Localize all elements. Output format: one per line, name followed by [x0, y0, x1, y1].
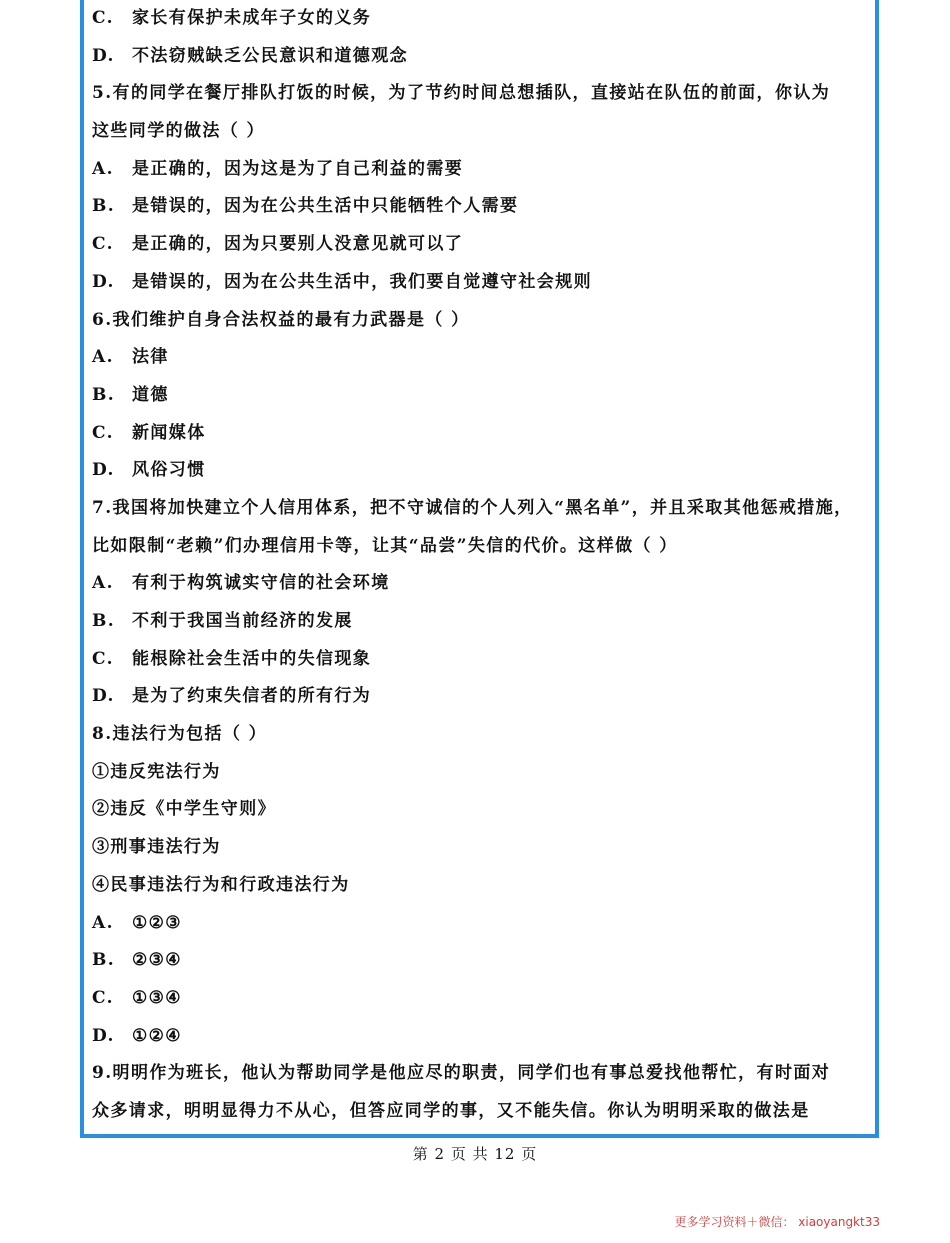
- option-text: 家长有保护未成年子女的义务: [132, 8, 372, 28]
- question-line: 5.有的同学在餐厅排队打饭的时候，为了节约时间总想插队，直接站在队伍的前面，你认为: [92, 83, 831, 104]
- question-line: 8.违法行为包括（ ）: [92, 724, 268, 745]
- option-letter: B.: [92, 611, 116, 631]
- option-text: ①③④: [132, 987, 182, 1008]
- option-text: 是正确的，因为只要别人没意见就可以了: [132, 234, 464, 255]
- answer-option: [92, 264, 869, 302]
- option-text: ②③④: [132, 950, 182, 971]
- option-letter: D.: [92, 45, 115, 66]
- question-line: 比如限制“老赖”们办理信用卡等，让其“品尝”失信的代价。这样做（ ）: [92, 535, 678, 556]
- question-line: 9.明明作为班长，他认为帮助同学是他应尽的职责，同学们也有事总爱找他帮忙，有时面对: [92, 1063, 831, 1084]
- option-letter: C.: [92, 8, 114, 28]
- answer-option: [92, 942, 869, 980]
- option-letter: A.: [92, 573, 114, 594]
- option-letter: D.: [92, 1025, 115, 1046]
- answer-option: [92, 603, 869, 641]
- option-text: 新闻媒体: [132, 422, 206, 443]
- option-text: 法律: [132, 347, 169, 368]
- watermark: 更多学习资料＋微信： xiaoyangkt33: [674, 1215, 880, 1229]
- option-letter: C.: [92, 234, 114, 255]
- option-text: 是为了约束失信者的所有行为: [132, 686, 372, 707]
- answer-option: [92, 188, 869, 226]
- option-text: 风俗习惯: [132, 460, 206, 481]
- answer-option: [92, 415, 869, 453]
- option-letter: B.: [92, 196, 116, 217]
- answer-option: [92, 905, 869, 943]
- option-text: 是错误的，因为在公共生活中，我们要自觉遵守社会规则: [132, 271, 592, 292]
- option-text: 不法窃贼缺乏公民意识和道德观念: [132, 45, 408, 66]
- answer-option: [92, 1018, 869, 1056]
- question-line: ④民事违法行为和行政违法行为: [92, 874, 350, 895]
- option-letter: C.: [92, 648, 114, 669]
- page-frame: [80, 0, 879, 1138]
- question-content: [92, 0, 869, 1131]
- answer-option: [92, 377, 869, 415]
- option-letter: A.: [92, 158, 114, 179]
- option-text: ①②④: [132, 1025, 182, 1046]
- question-line: ②违反《中学生守则》: [92, 799, 276, 820]
- option-letter: A.: [92, 347, 114, 368]
- answer-option: [92, 678, 869, 716]
- answer-option: [92, 151, 869, 189]
- option-letter: D.: [92, 686, 115, 707]
- answer-option: [92, 980, 869, 1018]
- question-line: 7.我国将加快建立个人信用体系，把不守诚信的个人列入“黑名单”，并且采取其他惩戒措施，: [92, 497, 853, 518]
- answer-option: [92, 38, 869, 76]
- answer-option: [92, 565, 869, 603]
- option-letter: C.: [92, 422, 114, 443]
- question-line: ③刑事违法行为: [92, 837, 221, 858]
- option-letter: C.: [92, 987, 114, 1008]
- option-text: 是错误的，因为在公共生活中只能牺牲个人需要: [132, 196, 519, 217]
- answer-option: [92, 641, 869, 679]
- option-text: 道德: [132, 384, 169, 405]
- page-footer: 第 2 页 共 12 页: [412, 1145, 538, 1163]
- question-line: 众多请求，明明显得力不从心，但答应同学的事，又不能失信。你认为明明采取的做法是: [92, 1100, 810, 1121]
- question-line: 6.我们维护自身合法权益的最有力武器是（ ）: [92, 309, 470, 330]
- question-line: 这些同学的做法（ ）: [92, 121, 265, 142]
- option-text: 能根除社会生活中的失信现象: [132, 648, 372, 669]
- option-letter: B.: [92, 384, 116, 405]
- option-text: 有利于构筑诚实守信的社会环境: [132, 573, 390, 594]
- option-letter: B.: [92, 950, 116, 971]
- option-letter: D.: [92, 271, 115, 292]
- answer-option: [92, 226, 869, 264]
- answer-option: [92, 0, 869, 38]
- option-text: 是正确的，因为这是为了自己利益的需要: [132, 158, 464, 179]
- question-line: ①违反宪法行为: [92, 761, 221, 782]
- option-text: ①②③: [132, 912, 182, 933]
- option-letter: A.: [92, 912, 114, 933]
- answer-option: [92, 339, 869, 377]
- option-text: 不利于我国当前经济的发展: [132, 611, 353, 631]
- answer-option: [92, 452, 869, 490]
- option-letter: D.: [92, 460, 115, 481]
